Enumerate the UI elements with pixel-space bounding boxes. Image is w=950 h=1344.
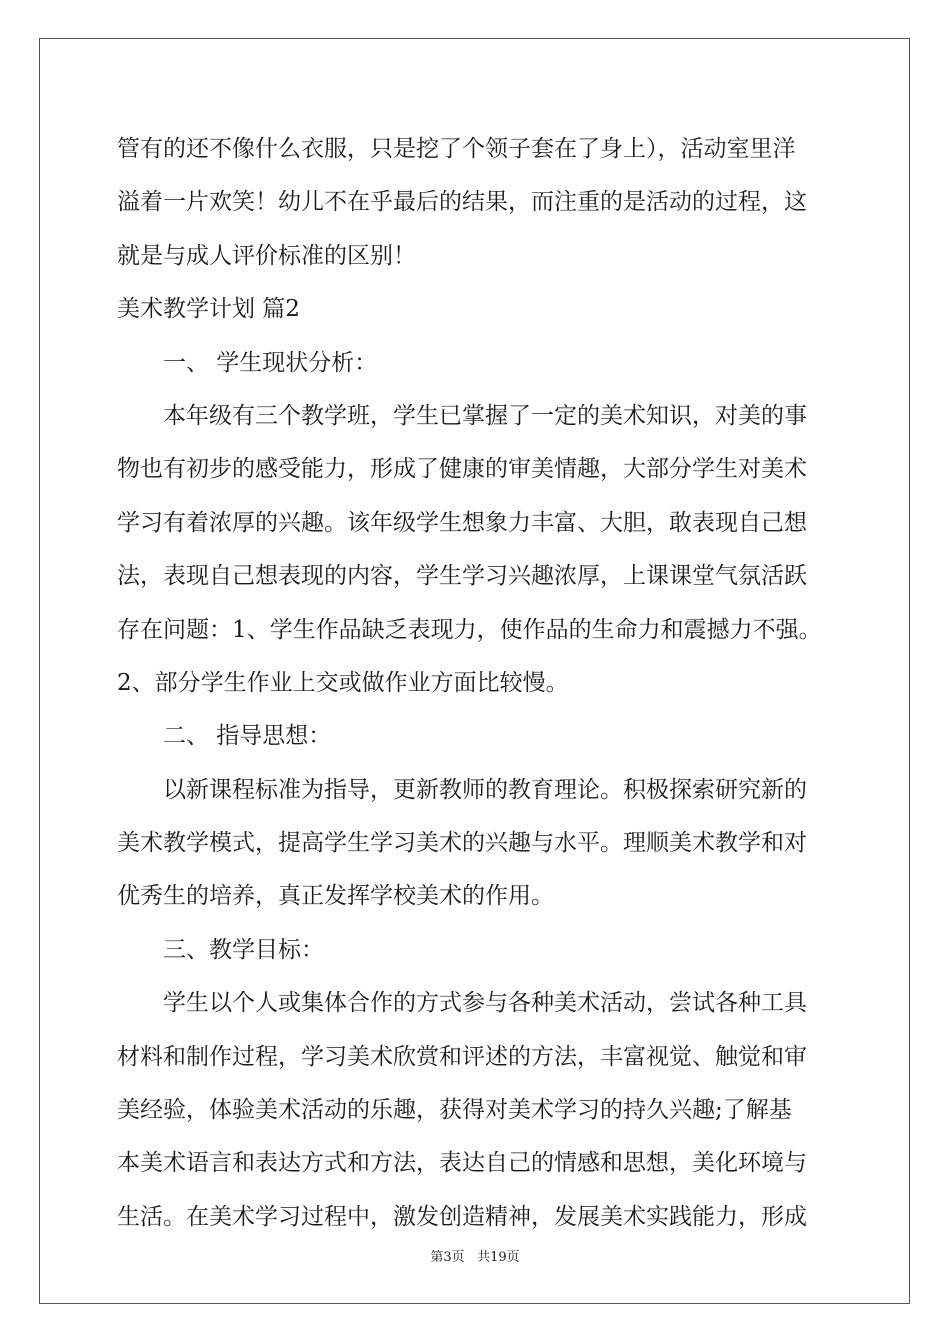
text-line: 本年级有三个教学班，学生已掌握了一定的美术知识，对美的事 — [163, 402, 807, 429]
text-line: 就是与成人评价标准的区别！ — [117, 242, 416, 269]
text-line: 存在问题：1、学生作品缺乏表现力，使作品的生命力和震撼力不强。 — [117, 616, 822, 643]
section-heading: 三、教学目标： — [163, 936, 324, 963]
text-line: 以新课程标准为指导，更新教师的教育理论。积极探索研究新的 — [163, 776, 807, 803]
text-line: 学生以个人或集体合作的方式参与各种美术活动，尝试各种工具 — [163, 990, 807, 1017]
page-footer — [0, 1246, 950, 1265]
text-line: 本美术语言和表达方式和方法，表达自己的情感和思想，美化环境与 — [117, 1150, 807, 1177]
section-heading: 一、 学生现状分析： — [163, 349, 378, 376]
text-line: 学习有着浓厚的兴趣。该年级学生想象力丰富、大胆，敢表现自己想 — [117, 509, 807, 536]
text-line: 优秀生的培养，真正发挥学校美术的作用。 — [117, 883, 554, 910]
text-line: 溢着一片欢笑！幼儿不在乎最后的结果，而注重的是活动的过程，这 — [117, 189, 807, 216]
text-line: 生活。在美术学习过程中，激发创造精神，发展美术实践能力，形成 — [117, 1203, 807, 1230]
text-line: 法，表现自己想表现的内容，学生学习兴趣浓厚，上课课堂气氛活跃 — [117, 563, 807, 590]
page-number: 第3页 — [430, 1250, 465, 1265]
text-line: 美经验，体验美术活动的乐趣，获得对美术学习的持久兴趣;了解基 — [117, 1097, 792, 1124]
text-line: 材料和制作过程，学习美术欣赏和评述的方法，丰富视觉、触觉和审 — [117, 1043, 807, 1070]
text-line: 美术教学模式，提高学生学习美术的兴趣与水平。理顺美术教学和对 — [117, 830, 807, 857]
document-body — [117, 123, 837, 1244]
section-title: 美术教学计划 篇2 — [117, 296, 300, 323]
text-line: 物也有初步的感受能力，形成了健康的审美情趣，大部分学生对美术 — [117, 456, 807, 483]
text-line: 管有的还不像什么衣服，只是挖了个领子套在了身上），活动室里洋 — [117, 136, 796, 162]
page-total: 共19页 — [477, 1250, 520, 1265]
text-line: 2、部分学生作业上交或做作业方面比较慢。 — [117, 669, 569, 696]
section-heading: 二、 指导思想： — [163, 723, 332, 750]
